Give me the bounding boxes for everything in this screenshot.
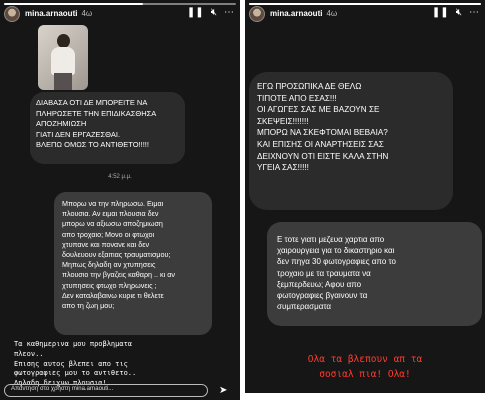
story-progress-bar — [4, 3, 236, 5]
message-text: ΕΓΩ ΠΡΟΣΩΠΙΚΑ ΔΕ ΘΕΛΩ ΤΙΠΟΤΕ ΑΠΟ ΕΣΑΣ!!! ΟΙ ΑΓΩΓΕΣ ΣΑΣ ΜΕ ΒΑΖΟΥΝ ΣΕ ΣΚΕΨΕΙΣ!!!!!!! ΜΠΟΡΩ ΝΑ ΣΚΕΦΤΟΜΑΙ ΒΕΒΑΙΑ? ΚΑΙ ΕΠΙΣΗΣ ΟΙ ΑΝΑΡΤΗΣΕΙΣ ΣΑΣ ΔΕΙΧΝΟΥΝ ΟΤΙ ΕΙΣΤΕ ΚΑΛΑ ΣΤΗΝ ΥΓΕΙΑ ΣΑΣ!!!!! — [257, 82, 389, 173]
message-bubble — [30, 92, 185, 164]
message-bubble — [249, 72, 453, 210]
avatar[interactable] — [249, 6, 265, 22]
story-left — [0, 0, 240, 400]
pause-icon[interactable]: ❚❚ — [431, 7, 449, 18]
send-icon[interactable]: ➤ — [219, 385, 228, 396]
message-text: ΔΙΑΒΑΣΑ ΟΤΙ ΔΕ ΜΠΟΡΕΙΤΕ ΝΑ ΠΛΗΡΩΣΕΤΕ ΤΗΝ ΕΠΙΔΙΚΑΣΘΗΣΑ ΑΠΟΖΗΜΙΩΣΗ ΓΙΑΤΙ ΔΕΝ ΕΡΓΑΖΕΣΘΑΙ. ΒΛΕΠΩ ΟΜΩΣ ΤΟ ΑΝΤΙΘΕΤΟ!!!!! — [36, 98, 157, 149]
username-text: mina.arnaouti — [270, 9, 323, 18]
story-progress-bar — [249, 3, 481, 5]
post-time: 4ω — [326, 9, 338, 18]
shared-photo — [38, 25, 88, 90]
reply-bubble — [54, 192, 212, 335]
pause-icon[interactable]: ❚❚ — [186, 7, 204, 18]
mute-icon[interactable]: 🔇︎ — [210, 7, 217, 18]
story-progress-fill — [4, 3, 143, 5]
story-progress-fill — [249, 3, 481, 5]
avatar[interactable] — [4, 6, 20, 22]
more-icon[interactable]: ⋯ — [224, 7, 234, 18]
photo-person-head — [57, 34, 70, 48]
mute-icon[interactable]: 🔇︎ — [455, 7, 462, 18]
red-caption: Ολα τα βλεπουν απ τα σοσιαλ πια! Ολα! — [307, 354, 423, 380]
username-text: mina.arnaouti — [25, 9, 78, 18]
reply-bubble-text: Μπορω να την πληρωσω. Ειμαι πλουσια. Αν ειμαι πλουσια δεν μπορω να αξιωσω αποζημιωση απο τροχαιο; Μονο οι φτωχοι χτυπανε και πονανε και δεν δουλευουν εξαιτιας τραυματισμου; Μηπως δηλαδη αν χτυπησεις πλουσιο την βγαζεις καθαρη .. κι αν χτυπησεις φτωχο πληρωνεις ; Δεν καταλαβαινω κυριε τι θελετε απο τη ζωη μου; — [62, 199, 175, 311]
header-controls — [187, 7, 234, 19]
username[interactable] — [270, 9, 337, 18]
photo-person-legs — [54, 73, 72, 90]
photo-person-body — [51, 47, 75, 75]
reply-bubble-text: Ε τοτε γιατι μεζευα χαρτια απο χαιρουργεια για το δικαστηριο και δεν πηγα 30 φωτογραφιες απο το τροχαιο με τα τραυματα να ξεμπερδευω; Αφου απο φωτογραφιες βγαινουν τα συμπερασματα — [277, 235, 396, 312]
story-right — [245, 0, 485, 393]
timestamp: 4:52 μ.μ. — [108, 174, 132, 180]
reply-placeholder: Απάντηση στο χρήστη mina.arnaouti... — [11, 386, 114, 392]
post-time: 4ω — [81, 9, 93, 18]
header-controls — [432, 7, 479, 19]
more-icon[interactable]: ⋯ — [469, 7, 479, 18]
reply-bubble — [267, 222, 482, 326]
username[interactable] — [25, 9, 92, 18]
caption-text: Τα καθημερινα μου προβληματα πλεον.. Επισης αυτος βλεπει απο τις φωτογραφιες μου το αντιθετο.. Δηλαδη δειχνω πλουσια! — [14, 340, 137, 388]
reply-input[interactable] — [4, 384, 208, 397]
